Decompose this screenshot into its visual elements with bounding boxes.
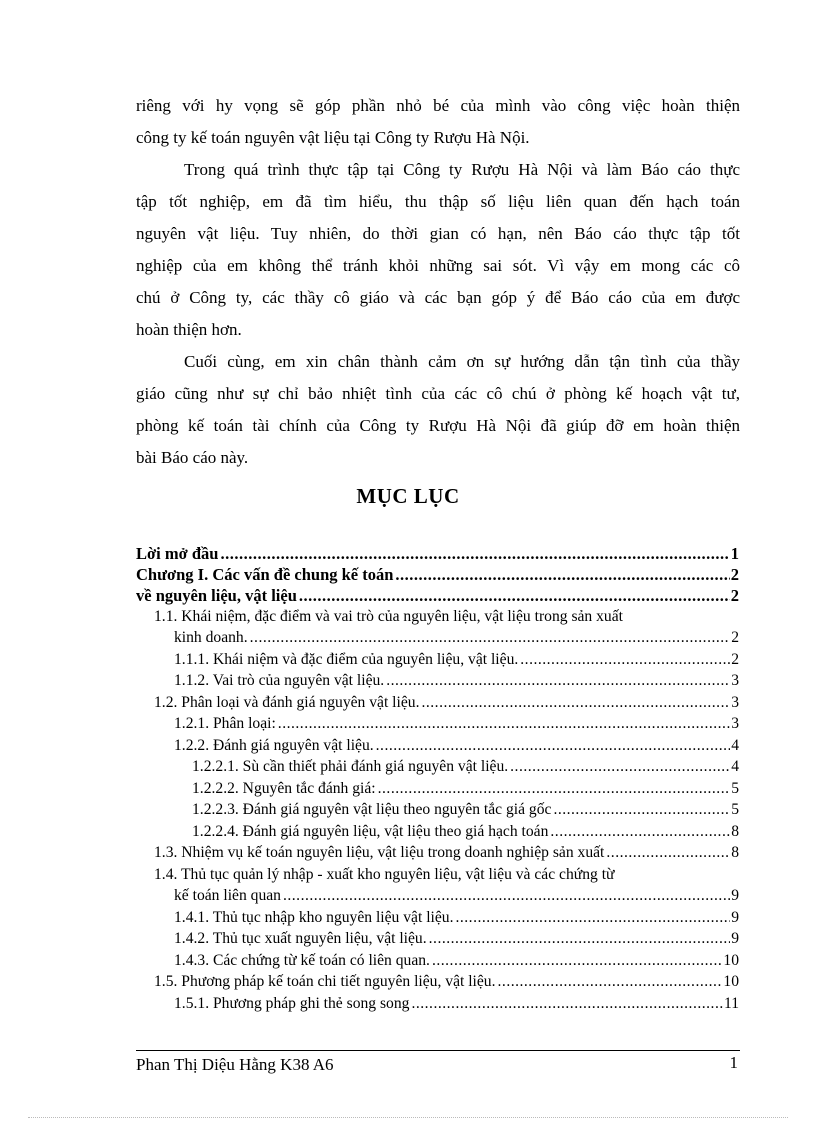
toc-entry-text: Lời mở đầu — [136, 544, 219, 563]
toc-entry-page: 2 — [730, 565, 739, 584]
toc-entry-page: 8 — [731, 844, 739, 861]
toc-entry-page: 1 — [730, 544, 739, 563]
paragraph-line: bài Báo cáo này. — [136, 448, 249, 467]
toc-entry[interactable] — [192, 780, 739, 800]
toc-entry-text: 1.2.2.2. Nguyên tắc đánh giá: — [192, 780, 376, 797]
toc-entry-page: 8 — [731, 823, 739, 840]
toc-entry-text: 1.2.2.4. Đánh giá nguyên liệu, vật liệu theo giá hạch toán — [192, 823, 549, 840]
toc-entry[interactable] — [154, 694, 739, 714]
toc-entry-text: 1.2.1. Phân loại: — [174, 715, 276, 732]
toc-entry[interactable] — [154, 973, 739, 993]
toc-entry-page: 2 — [731, 651, 739, 668]
footer-divider — [136, 1050, 740, 1051]
toc-entry-text: 1.1.1. Khái niệm và đặc điểm của nguyên liệu, vật liệu. — [174, 651, 519, 668]
toc-entry-text: 1.4. Thủ tục quản lý nhập - xuất kho nguyên liệu, vật liệu và các chứng từ — [154, 866, 615, 883]
footer-page-number: 1 — [729, 1053, 738, 1072]
toc-entry-page: 3 — [731, 694, 739, 711]
toc-entry-page: 9 — [731, 930, 739, 947]
toc-entry-text: 1.2. Phân loại và đánh giá nguyên vật liệu. — [154, 694, 420, 711]
toc-entry-text: 1.5.1. Phương pháp ghi thẻ song song — [174, 995, 410, 1012]
paragraph-line: giáo cũng như sự chỉ bảo nhiệt tình của các cô chú ở phòng kế hoạch vật tư, — [136, 384, 740, 403]
toc-entry-text: 1.1. Khái niệm, đặc điểm và vai trò của nguyên liệu, vật liệu trong sản xuất — [154, 608, 623, 625]
paragraph-line: chú ở Công ty, các thầy cô giáo và các bạn góp ý để Báo cáo của em được — [136, 288, 740, 307]
paragraph-line: Trong quá trình thực tập tại Công ty Rượu Hà Nội và làm Báo cáo thực — [184, 160, 740, 179]
intro-text — [136, 96, 740, 476]
toc-entry-text: 1.2.2. Đánh giá nguyên vật liệu. — [174, 737, 374, 754]
toc-entry-text: kế toán liên quan — [174, 887, 281, 904]
footer-author: Phan Thị Diệu Hằng K38 A6 — [136, 1055, 334, 1074]
toc-entry[interactable] — [174, 952, 739, 972]
toc-entry-page: 9 — [731, 909, 739, 926]
paragraph-line: hoàn thiện hơn. — [136, 320, 242, 339]
toc-entry-page: 2 — [731, 629, 739, 646]
toc-entry-text: 1.4.3. Các chứng từ kế toán có liên quan. — [174, 952, 430, 969]
toc-entry[interactable] — [192, 823, 739, 843]
toc-entry-page: 2 — [730, 586, 739, 605]
toc-entry-page: 3 — [731, 672, 739, 689]
toc-entry[interactable] — [174, 651, 739, 671]
paragraph-line: phòng kế toán tài chính của Công ty Rượu Hà Nội đã giúp đỡ em hoàn thiện — [136, 416, 740, 435]
toc-entry-page: 10 — [723, 952, 739, 969]
toc-entry-text: 1.2.2.3. Đánh giá nguyên vật liệu theo nguyên tắc giá gốc — [192, 801, 552, 818]
paragraph-line: nguyên vật liệu. Tuy nhiên, do thời gian có hạn, nên Báo cáo thực tập tốt — [136, 224, 740, 243]
toc-entry[interactable] — [154, 608, 739, 628]
toc-entry-text: 1.1.2. Vai trò của nguyên vật liệu. — [174, 672, 385, 689]
toc-entry-text: 1.3. Nhiệm vụ kế toán nguyên liệu, vật liệu trong doanh nghiệp sản xuất — [154, 844, 605, 861]
toc-entry[interactable] — [174, 909, 739, 929]
toc-entry[interactable] — [192, 801, 739, 821]
toc-entry-page: 4 — [731, 737, 739, 754]
toc-entry[interactable] — [192, 758, 739, 778]
toc-entry[interactable] — [174, 715, 739, 735]
paragraph-line: riêng với hy vọng sẽ góp phần nhỏ bé của mình vào công việc hoàn thiện — [136, 96, 740, 115]
toc-entry[interactable] — [154, 844, 739, 864]
toc-entry-page: 9 — [731, 887, 739, 904]
toc-entry-page: 10 — [723, 973, 739, 990]
toc-entry-page: 3 — [731, 715, 739, 732]
toc-entry[interactable] — [154, 866, 739, 886]
toc-entry[interactable] — [174, 887, 739, 907]
toc-title: MỤC LỤC — [356, 484, 460, 508]
paragraph-line: công ty kế toán nguyên vật liệu tại Công ty Rượu Hà Nội. — [136, 128, 530, 147]
toc-entry[interactable] — [174, 672, 739, 692]
paragraph-line: tập tốt nghiệp, em đã tìm hiểu, thu thập số liệu liên quan đến hạch toán — [136, 192, 740, 211]
toc-entry-text: 1.4.2. Thủ tục xuất nguyên liệu, vật liệu. — [174, 930, 427, 947]
toc-entry-text: 1.5. Phương pháp kế toán chi tiết nguyên liệu, vật liệu. — [154, 973, 496, 990]
toc-entry-text: về nguyên liệu, vật liệu — [136, 586, 297, 605]
toc-entry[interactable] — [174, 930, 739, 950]
page-bottom-border — [28, 1117, 788, 1118]
toc-entry[interactable] — [174, 737, 739, 757]
toc-entry-text: 1.4.1. Thủ tục nhập kho nguyên liệu vật liệu. — [174, 909, 454, 926]
toc-entry-page: 5 — [731, 801, 739, 818]
toc-entry-page: 5 — [731, 780, 739, 797]
toc-entry[interactable] — [174, 629, 739, 649]
toc-entry-page: 4 — [731, 758, 739, 775]
toc-entry-text: 1.2.2.1. Sù cần thiết phải đánh giá nguyên vật liệu. — [192, 758, 509, 775]
toc-entry[interactable] — [136, 544, 739, 564]
toc-entry-text: Chương I. Các vấn đề chung kế toán — [136, 565, 394, 584]
toc-entry-text: kinh doanh. — [174, 629, 248, 646]
toc-entry[interactable] — [136, 586, 739, 606]
paragraph-line: nghiệp của em không thể tránh khỏi những sai sót. Vì vậy em mong các cô — [136, 256, 740, 275]
toc-entry[interactable] — [136, 565, 739, 585]
toc-entry[interactable] — [174, 995, 739, 1015]
paragraph-line: Cuối cùng, em xin chân thành cảm ơn sự hướng dẫn tận tình của thầy — [184, 352, 740, 371]
toc-entry-page: 11 — [723, 995, 739, 1012]
